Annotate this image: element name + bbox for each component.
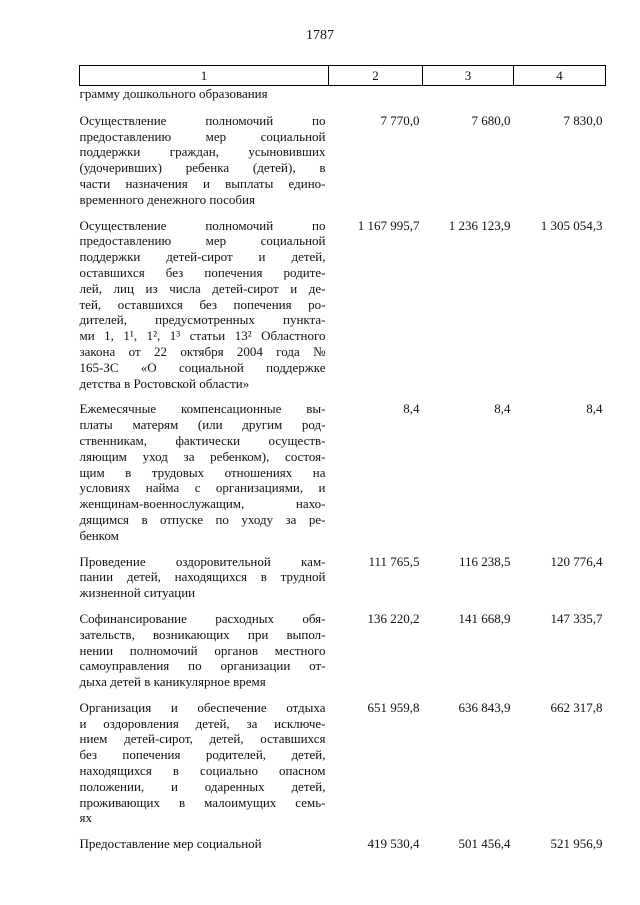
description-line: предоставлению мер социальной [79, 128, 326, 144]
description-line: Организация и обеспечение отдыха [79, 699, 326, 715]
description-line: пании детей, находящихся в трудной [79, 569, 326, 585]
description-line: ляющим уход за ребенком), состоя- [79, 448, 326, 464]
description-line: закона от 22 октября 2004 года № [79, 343, 326, 359]
description-line: детства в Ростовской области» [79, 375, 250, 391]
description-line: женщинам-военнослужащим, нахо- [79, 496, 326, 512]
table-body [80, 86, 606, 853]
table-row [80, 401, 606, 553]
row-amount-3: 501 456,4 [458, 836, 511, 852]
description-line: поддержки граждан, усыновивших [79, 144, 326, 160]
description-line: бенком [79, 527, 119, 543]
page-number: 1787 [306, 28, 334, 43]
row-amount-4: 147 335,7 [550, 610, 603, 626]
row-amount-3: 8,4 [494, 401, 511, 417]
column-header-1: 1 [80, 66, 329, 86]
description-line: находящихся в социально опасном [79, 763, 326, 779]
row-amount-3: 141 668,9 [458, 610, 511, 626]
description-line: Осуществление полномочий по [79, 217, 326, 233]
row-description [80, 611, 329, 700]
table-row [80, 113, 606, 218]
row-amount-4: 521 956,9 [550, 836, 603, 852]
description-line: жизненной ситуации [79, 585, 196, 601]
description-line: и оздоровления детей, за исключе- [79, 715, 326, 731]
description-line: щим в трудовых отношениях на [79, 464, 326, 480]
description-line: дителей, предусмотренных пункта- [79, 312, 326, 328]
description-line: части назначения и выплаты едино- [79, 175, 326, 191]
row-amount-3: 636 843,9 [458, 699, 511, 715]
description-line: 165-ЗС «О социальной поддержке [79, 359, 326, 375]
description-line: (удочеривших) ребенка (детей), в [79, 160, 326, 176]
row-amount-4: 7 830,0 [563, 112, 603, 128]
description-line: Осуществление полномочий по [79, 112, 326, 128]
row-description [80, 836, 329, 852]
description-line: Софинансирование расходных обя- [79, 610, 326, 626]
description-line: самоуправления по организации от- [79, 658, 326, 674]
row-amount-2: 111 765,5 [368, 553, 420, 569]
description-line: зательств, возникающих при выпол- [79, 626, 326, 642]
description-line: условиях найма с организациями, и [79, 480, 326, 496]
description-line: Ежемесячные компенсационные вы- [79, 401, 326, 417]
description-line: лей, лиц из числа детей-сирот и де- [79, 280, 326, 296]
row-amount-3: 1 236 123,9 [448, 217, 511, 233]
description-line: платы матерям (или другим род- [79, 417, 326, 433]
row-amount-4: 662 317,8 [550, 699, 603, 715]
description-line: поддержки детей-сирот и детей, [79, 249, 326, 265]
description-line: ми 1, 1¹, 1², 1³ статьи 13² Областного [79, 328, 326, 344]
description-line: ях [79, 810, 92, 826]
budget-table [79, 65, 606, 852]
table-row [80, 836, 606, 852]
table-row-continuation [80, 86, 606, 113]
column-header-3: 3 [423, 66, 514, 86]
row-amount-4: 120 776,4 [550, 553, 603, 569]
table-header [80, 66, 606, 86]
row-description [80, 700, 329, 836]
column-header-2: 2 [329, 66, 423, 86]
row-description [80, 401, 329, 553]
continuation-text: грамму дошкольного образования [79, 86, 268, 101]
table-row [80, 700, 606, 836]
row-amount-2: 651 959,8 [367, 699, 420, 715]
table-row [80, 218, 606, 402]
table-row [80, 611, 606, 700]
row-description [80, 218, 329, 402]
description-line: нием детей-сирот, детей, оставшихся [79, 731, 326, 747]
row-description [80, 113, 329, 218]
description-line: дыха детей в каникулярное время [79, 674, 266, 690]
description-line: без попечения родителей, детей, [79, 747, 326, 763]
description-line: проживающих в малоимущих семь- [79, 794, 326, 810]
row-amount-2: 7 770,0 [380, 112, 420, 128]
description-line: Предоставление мер социальной [79, 836, 262, 852]
description-line: Проведение оздоровительной кам- [79, 553, 326, 569]
column-header-4: 4 [514, 66, 606, 86]
row-amount-4: 8,4 [586, 401, 603, 417]
description-line: предоставлению мер социальной [79, 233, 326, 249]
row-amount-3: 7 680,0 [471, 112, 511, 128]
row-amount-4: 1 305 054,3 [540, 217, 603, 233]
row-amount-2: 136 220,2 [367, 610, 420, 626]
row-amount-2: 419 530,4 [367, 836, 420, 852]
description-line: тей, оставшихся без попечения ро- [79, 296, 326, 312]
description-line: дящимся в отпуске по уходу за ре- [79, 511, 326, 527]
table-row [80, 554, 606, 611]
description-line: положении, и одаренных детей, [79, 778, 326, 794]
row-description [80, 554, 329, 611]
description-line: временного денежного пособия [79, 191, 255, 207]
row-amount-3: 116 238,5 [458, 553, 511, 569]
description-line: нении полномочий органов местного [79, 642, 326, 658]
row-amount-2: 8,4 [403, 401, 420, 417]
row-amount-2: 1 167 995,7 [357, 217, 420, 233]
description-line: ственникам, фактически осуществ- [79, 432, 326, 448]
description-line: оставшихся без попечения родите- [79, 264, 326, 280]
